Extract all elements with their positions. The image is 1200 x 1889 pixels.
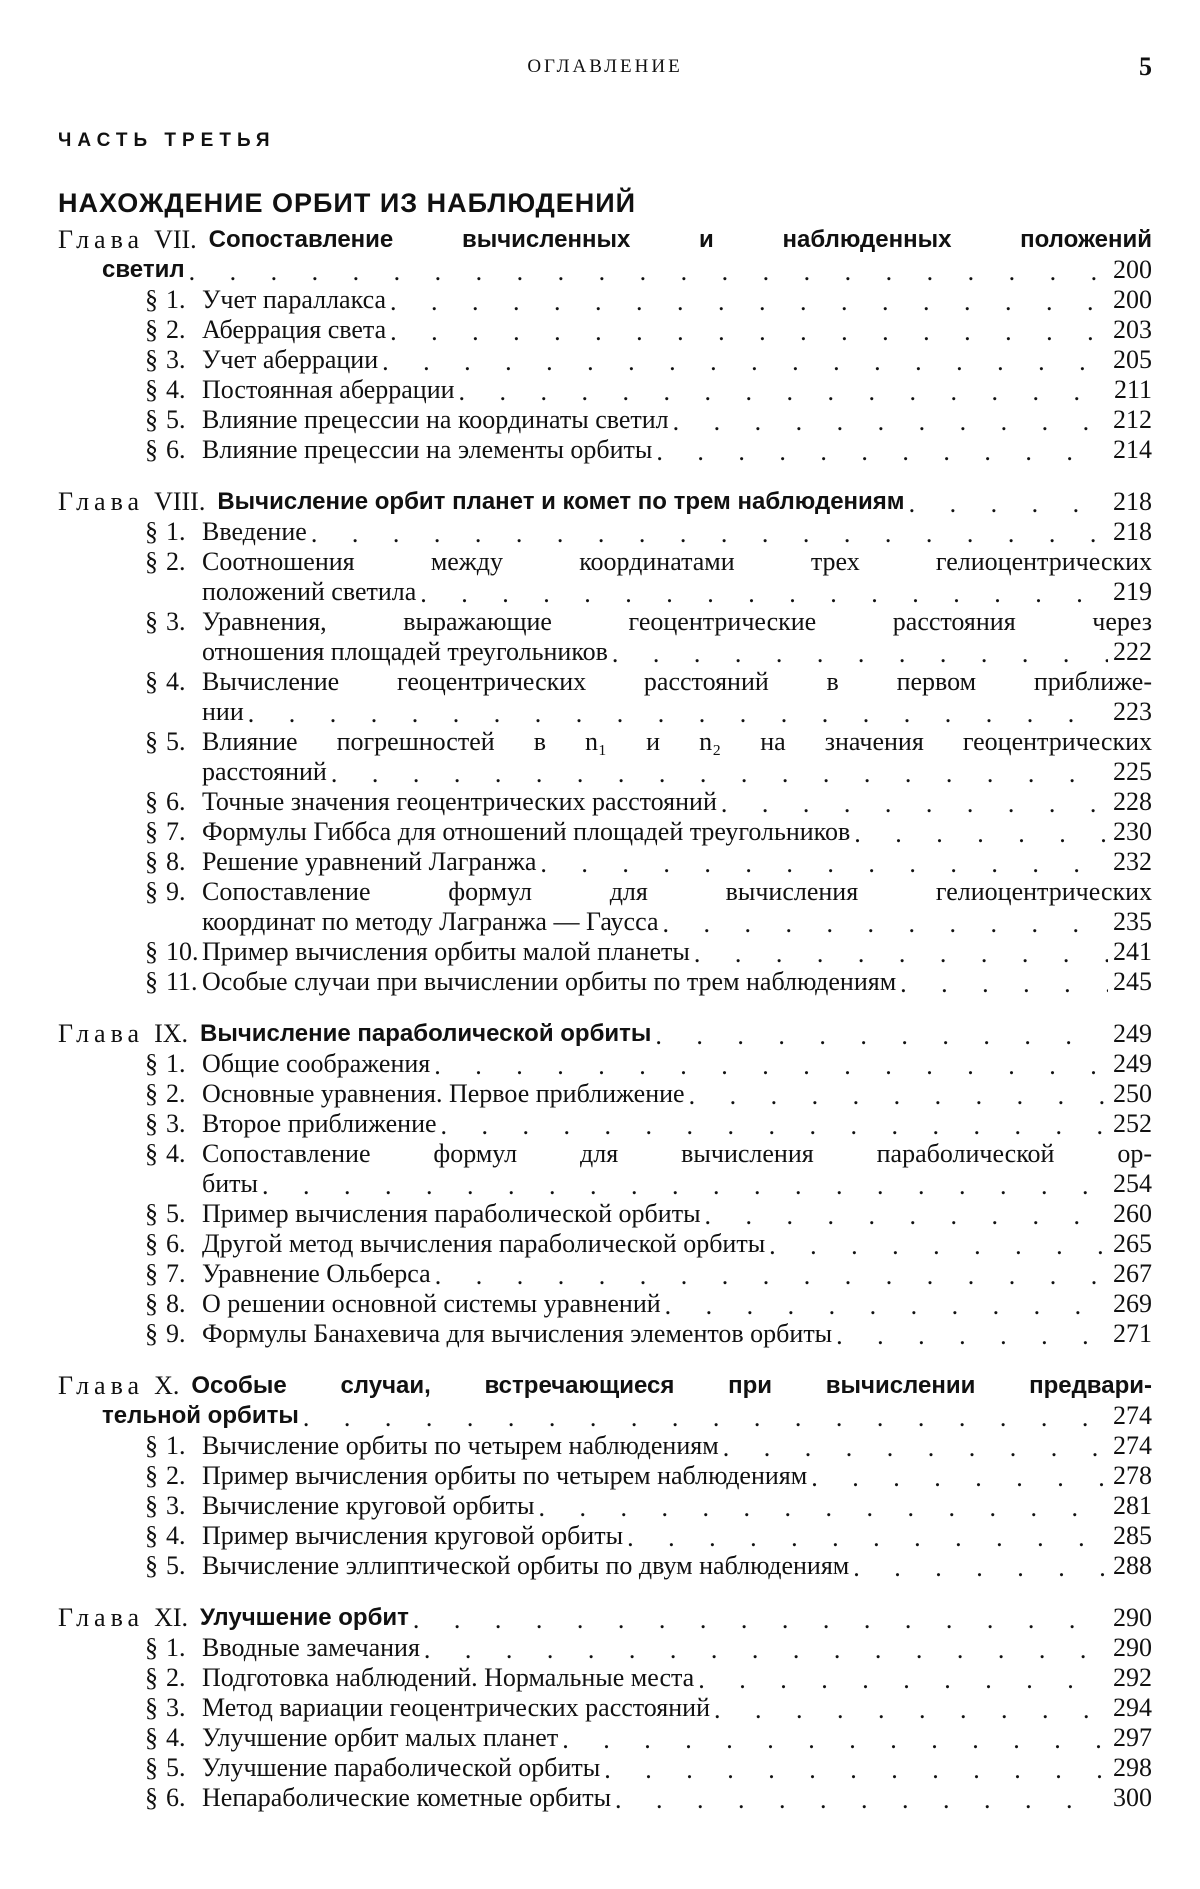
entry-page: 228 (1113, 787, 1152, 816)
leader-dots (673, 409, 1108, 435)
toc-page (58, 52, 1152, 1813)
section-mark: § (145, 1289, 158, 1318)
section-mark: § (145, 345, 158, 374)
entry-page: 298 (1113, 1753, 1152, 1782)
section-number: 1. (166, 1431, 186, 1460)
section-number: 2. (166, 315, 186, 344)
section-mark: § (145, 1491, 158, 1520)
toc-entry (58, 877, 1152, 907)
section-mark: § (145, 667, 158, 696)
entry-page: 278 (1113, 1461, 1152, 1490)
section-mark: § (145, 1551, 158, 1580)
entry-page: 235 (1113, 907, 1152, 936)
leader-dots (769, 1233, 1108, 1259)
toc-entry (58, 1319, 1152, 1349)
leader-dots (420, 581, 1108, 607)
section-mark: § (145, 1199, 158, 1228)
entry-title: Основные уравнения. Первое приближение (202, 1079, 685, 1108)
leader-dots (705, 1203, 1108, 1229)
chapter-page: 274 (1113, 1401, 1152, 1430)
section-mark: § (145, 375, 158, 404)
leader-dots (656, 439, 1108, 465)
entry-page: 290 (1113, 1633, 1152, 1662)
section-number: 4. (166, 1723, 186, 1752)
entry-title: расстояний (202, 757, 327, 786)
toc-entry (58, 1079, 1152, 1109)
leader-dots (853, 1555, 1108, 1581)
entry-page: 288 (1113, 1551, 1152, 1580)
section-mark: § (145, 315, 158, 344)
leader-dots (435, 1263, 1108, 1289)
toc-entry (58, 607, 1152, 637)
chapter-block (58, 1603, 1152, 1813)
toc-entry (58, 1693, 1152, 1723)
chapter-number: XI. (154, 1603, 189, 1632)
toc-entry-cont (58, 697, 1152, 727)
entry-page: 230 (1113, 817, 1152, 846)
section-number: 1. (166, 1049, 186, 1078)
section-mark: § (145, 1109, 158, 1138)
entry-page: 252 (1113, 1109, 1152, 1138)
section-mark: § (145, 1229, 158, 1258)
toc-entry-cont (58, 577, 1152, 607)
section-mark: § (145, 1723, 158, 1752)
chapter-title-cont: светил (102, 256, 185, 283)
leader-dots (562, 1727, 1108, 1753)
section-mark: § (145, 847, 158, 876)
entry-title: Уравнения, выражающие геоцентрические расстояния через (202, 607, 1152, 636)
leader-dots (540, 851, 1108, 877)
leader-dots (627, 1525, 1108, 1551)
section-mark: § (145, 937, 158, 966)
leader-dots (665, 1293, 1108, 1319)
section-number: 5. (166, 727, 186, 756)
entry-page: 281 (1113, 1491, 1152, 1520)
entry-page: 271 (1113, 1319, 1152, 1348)
toc-entry (58, 1783, 1152, 1813)
leader-dots (382, 349, 1108, 375)
entry-page: 285 (1113, 1521, 1152, 1550)
toc-entry-cont (58, 757, 1152, 787)
entry-page: 292 (1113, 1663, 1152, 1692)
toc-entry (58, 1521, 1152, 1551)
section-mark: § (145, 1139, 158, 1168)
section-number: 1. (166, 285, 186, 314)
leader-dots (604, 1757, 1108, 1783)
toc-entry (58, 817, 1152, 847)
section-number: 4. (166, 667, 186, 696)
entry-page: 212 (1113, 405, 1152, 434)
toc-entry (58, 937, 1152, 967)
toc-entry (58, 967, 1152, 997)
entry-title: Решение уравнений Лагранжа (202, 847, 537, 876)
entry-title: Пример вычисления круговой орбиты (202, 1521, 624, 1550)
part-label: ЧАСТЬ ТРЕТЬЯ (58, 130, 276, 151)
toc-entry (58, 787, 1152, 817)
entry-title: Влияние погрешностей в n₁ и n₂ на значения геоцентрических (202, 727, 1152, 756)
section-mark: § (145, 1079, 158, 1108)
chapter-heading (58, 1603, 1152, 1633)
entry-title: Другой метод вычисления параболической орбиты (202, 1229, 766, 1258)
section-mark: § (145, 1319, 158, 1348)
entry-page: 265 (1113, 1229, 1152, 1258)
section-mark: § (145, 1431, 158, 1460)
entry-page: 211 (1113, 375, 1152, 404)
section-mark: § (145, 607, 158, 636)
section-number: 3. (166, 607, 186, 636)
chapter-page: 249 (1113, 1019, 1152, 1048)
leader-dots (189, 259, 1108, 285)
entry-page: 269 (1113, 1289, 1152, 1318)
section-mark: § (145, 1663, 158, 1692)
leader-dots (612, 641, 1108, 667)
toc-entry-cont (58, 907, 1152, 937)
chapter-number: IX. (154, 1019, 189, 1048)
entry-title: Второе приближение (202, 1109, 437, 1138)
leader-dots (303, 1405, 1108, 1431)
section-number: 2. (166, 1461, 186, 1490)
chapter-block (58, 1371, 1152, 1581)
toc-entry-cont (58, 1169, 1152, 1199)
chapter-number: X. (154, 1371, 180, 1400)
section-mark: § (145, 727, 158, 756)
entry-title: Непараболические кометные орбиты (202, 1783, 612, 1812)
chapter-label: Глава (58, 1019, 145, 1048)
section-number: 6. (166, 1229, 186, 1258)
entry-title: Подготовка наблюдений. Нормальные места (202, 1663, 695, 1692)
entry-page: 214 (1113, 435, 1152, 464)
entry-title: Влияние прецессии на элементы орбиты (202, 435, 653, 464)
entry-page: 219 (1113, 577, 1152, 606)
leader-dots (311, 521, 1108, 547)
toc-entry (58, 1049, 1152, 1079)
leader-dots (459, 379, 1108, 405)
leader-dots (714, 1697, 1108, 1723)
leader-dots (689, 1083, 1108, 1109)
toc-entry (58, 285, 1152, 315)
section-mark: § (145, 405, 158, 434)
section-number: 9. (166, 1319, 186, 1348)
section-mark: § (145, 1521, 158, 1550)
section-number: 8. (166, 847, 186, 876)
toc-entry (58, 727, 1152, 757)
entry-title: Точные значения геоцентрических расстояний (202, 787, 717, 816)
section-number: 8. (166, 1289, 186, 1318)
entry-title: отношения площадей треугольников (202, 637, 608, 666)
entry-title: Вводные замечания (202, 1633, 420, 1662)
entry-page: 223 (1113, 697, 1152, 726)
entry-page: 297 (1113, 1723, 1152, 1752)
section-number: 3. (166, 1693, 186, 1722)
toc-entry (58, 345, 1152, 375)
section-number: 5. (166, 405, 186, 434)
entry-page: 267 (1113, 1259, 1152, 1288)
leader-dots (663, 911, 1109, 937)
toc-entry (58, 1109, 1152, 1139)
leader-dots (615, 1787, 1108, 1813)
chapter-label: Глава (58, 487, 145, 516)
toc-entry (58, 1431, 1152, 1461)
section-mark: § (145, 1461, 158, 1490)
leader-dots (434, 1053, 1108, 1079)
entry-title: Формулы Гиббса для отношений площадей треугольников (202, 817, 851, 846)
chapter-page: 290 (1113, 1603, 1152, 1632)
chapter-block (58, 487, 1152, 997)
chapter-heading (58, 1019, 1152, 1049)
entry-title: Постоянная аберрации (202, 375, 455, 404)
section-mark: § (145, 787, 158, 816)
entry-page: 294 (1113, 1693, 1152, 1722)
chapter-number: VII. (154, 225, 197, 254)
toc-entry (58, 375, 1152, 405)
entry-title: Учет параллакса (202, 285, 386, 314)
chapter-page: 218 (1113, 487, 1152, 516)
chapter-heading (58, 225, 1152, 255)
section-number: 4. (166, 1139, 186, 1168)
leader-dots (248, 701, 1108, 727)
entry-page: 200 (1113, 285, 1152, 314)
leader-dots (413, 1607, 1108, 1633)
section-mark: § (145, 817, 158, 846)
entry-title: Аберрация света (202, 315, 387, 344)
section-mark: § (145, 1259, 158, 1288)
toc-entry (58, 667, 1152, 697)
chapter-label: Глава (58, 1371, 145, 1400)
table-of-contents (58, 225, 1152, 1813)
running-title: ОГЛАВЛЕНИЕ (527, 56, 683, 77)
toc-entry (58, 315, 1152, 345)
section-number: 5. (166, 1753, 186, 1782)
toc-entry (58, 1289, 1152, 1319)
section-mark: § (145, 1633, 158, 1662)
entry-title: Вычисление круговой орбиты (202, 1491, 535, 1520)
leader-dots (390, 289, 1108, 315)
section-number: 6. (166, 1783, 186, 1812)
section-number: 1. (166, 517, 186, 546)
entry-title: Уравнение Ольберса (202, 1259, 431, 1288)
chapter-page: 200 (1113, 255, 1152, 284)
chapter-heading (58, 1371, 1152, 1401)
section-mark: § (145, 1049, 158, 1078)
toc-entry (58, 1491, 1152, 1521)
entry-title: биты (202, 1169, 258, 1198)
leader-dots (390, 319, 1108, 345)
section-mark: § (145, 1783, 158, 1812)
entry-title: Вычисление орбиты по четырем наблюдениям (202, 1431, 719, 1460)
section-mark: § (145, 967, 158, 996)
entry-page: 250 (1113, 1079, 1152, 1108)
section-mark: § (145, 517, 158, 546)
entry-page: 203 (1113, 315, 1152, 344)
section-number: 5. (166, 1551, 186, 1580)
entry-title: Сопоставление формул для вычисления гелиоцентрических (202, 877, 1152, 906)
section-number: 3. (166, 1491, 186, 1520)
entry-title: Общие соображения (202, 1049, 431, 1078)
section-number: 10. (166, 937, 199, 966)
section-number: 3. (166, 345, 186, 374)
leader-dots (723, 1435, 1108, 1461)
entry-title: Вычисление геоцентрических расстояний в первом приближе- (202, 667, 1152, 696)
toc-entry (58, 847, 1152, 877)
toc-entry (58, 1753, 1152, 1783)
entry-title: О решении основной системы уравнений (202, 1289, 661, 1318)
chapter-number: VIII. (154, 487, 206, 516)
chapter-heading-cont (58, 1401, 1152, 1431)
toc-entry (58, 1229, 1152, 1259)
section-number: 2. (166, 1079, 186, 1108)
toc-entry (58, 517, 1152, 547)
section-mark: § (145, 547, 158, 576)
entry-title: Пример вычисления орбиты по четырем наблюдениям (202, 1461, 808, 1490)
entry-page: 300 (1113, 1783, 1152, 1812)
page-number: 5 (1139, 52, 1152, 81)
entry-title: Вычисление эллиптической орбиты по двум наблюдениям (202, 1551, 850, 1580)
section-number: 5. (166, 1199, 186, 1228)
toc-entry (58, 1633, 1152, 1663)
leader-dots (811, 1465, 1108, 1491)
entry-title: Пример вычисления орбиты малой планеты (202, 937, 690, 966)
entry-title: положений светила (202, 577, 417, 606)
leader-dots (424, 1637, 1108, 1663)
section-number: 1. (166, 1633, 186, 1662)
entry-title: Метод вариации геоцентрических расстояний (202, 1693, 711, 1722)
toc-entry (58, 1139, 1152, 1169)
section-number: 2. (166, 547, 186, 576)
entry-page: 205 (1113, 345, 1152, 374)
chapter-title-cont: тельной орбиты (102, 1402, 299, 1429)
chapter-title: Улучшение орбит (200, 1604, 409, 1631)
leader-dots (909, 491, 1108, 517)
chapter-title: Вычисление параболической орбиты (200, 1020, 652, 1047)
leader-dots (262, 1173, 1108, 1199)
chapter-title: Вычисление орбит планет и комет по трем наблюдениям (217, 488, 905, 515)
entry-title: координат по методу Лагранжа — Гаусса (202, 907, 659, 936)
entry-title: Улучшение параболической орбиты (202, 1753, 601, 1782)
entry-title: Учет аберрации (202, 345, 379, 374)
section-number: 6. (166, 787, 186, 816)
entry-title: Пример вычисления параболической орбиты (202, 1199, 701, 1228)
toc-entry (58, 1461, 1152, 1491)
toc-entry (58, 1259, 1152, 1289)
leader-dots (441, 1113, 1108, 1139)
leader-dots (900, 971, 1108, 997)
section-mark: § (145, 435, 158, 464)
section-mark: § (145, 877, 158, 906)
section-number: 7. (166, 1259, 186, 1288)
toc-entry (58, 1199, 1152, 1229)
leader-dots (721, 791, 1108, 817)
entry-title: Формулы Банахевича для вычисления элементов орбиты (202, 1319, 833, 1348)
leader-dots (655, 1023, 1108, 1049)
toc-entry-cont (58, 637, 1152, 667)
entry-page: 249 (1113, 1049, 1152, 1078)
section-number: 2. (166, 1663, 186, 1692)
chapter-heading-cont (58, 255, 1152, 285)
entry-page: 245 (1113, 967, 1152, 996)
section-number: 6. (166, 435, 186, 464)
toc-entry (58, 547, 1152, 577)
part-title: НАХОЖДЕНИЕ ОРБИТ ИЗ НАБЛЮДЕНИЙ (58, 188, 637, 218)
chapter-block (58, 225, 1152, 465)
leader-dots (539, 1495, 1108, 1521)
running-head (58, 52, 1152, 86)
entry-page: 218 (1113, 517, 1152, 546)
section-number: 4. (166, 1521, 186, 1550)
chapter-heading (58, 487, 1152, 517)
section-number: 4. (166, 375, 186, 404)
leader-dots (698, 1667, 1108, 1693)
leader-dots (331, 761, 1108, 787)
leader-dots (694, 941, 1108, 967)
entry-title: Влияние прецессии на координаты светил (202, 405, 669, 434)
toc-entry (58, 1723, 1152, 1753)
entry-page: 274 (1113, 1431, 1152, 1460)
chapter-label: Глава (58, 1603, 145, 1632)
entry-title: Особые случаи при вычислении орбиты по трем наблюдениям (202, 967, 897, 996)
section-number: 7. (166, 817, 186, 846)
entry-title: Введение (202, 517, 307, 546)
entry-title: Улучшение орбит малых планет (202, 1723, 559, 1752)
chapter-block (58, 1019, 1152, 1349)
chapter-title: Особые случаи, встречающиеся при вычислении предвари- (191, 1372, 1152, 1399)
chapter-label: Глава (58, 225, 145, 254)
entry-page: 225 (1113, 757, 1152, 786)
leader-dots (836, 1323, 1108, 1349)
section-mark: § (145, 285, 158, 314)
section-mark: § (145, 1753, 158, 1782)
leader-dots (854, 821, 1108, 847)
section-number: 9. (166, 877, 186, 906)
toc-entry (58, 1551, 1152, 1581)
chapter-title: Сопоставление вычисленных и наблюденных положений (208, 226, 1152, 253)
entry-title: Соотношения между координатами трех гелиоцентрических (202, 547, 1152, 576)
toc-entry (58, 405, 1152, 435)
entry-title: нии (202, 697, 244, 726)
entry-page: 241 (1113, 937, 1152, 966)
section-number: 11. (166, 967, 198, 996)
entry-page: 232 (1113, 847, 1152, 876)
toc-entry (58, 1663, 1152, 1693)
entry-title: Сопоставление формул для вычисления параболической ор- (202, 1139, 1152, 1168)
entry-page: 254 (1113, 1169, 1152, 1198)
section-number: 3. (166, 1109, 186, 1138)
entry-page: 260 (1113, 1199, 1152, 1228)
toc-entry (58, 435, 1152, 465)
entry-page: 222 (1113, 637, 1152, 666)
section-mark: § (145, 1693, 158, 1722)
